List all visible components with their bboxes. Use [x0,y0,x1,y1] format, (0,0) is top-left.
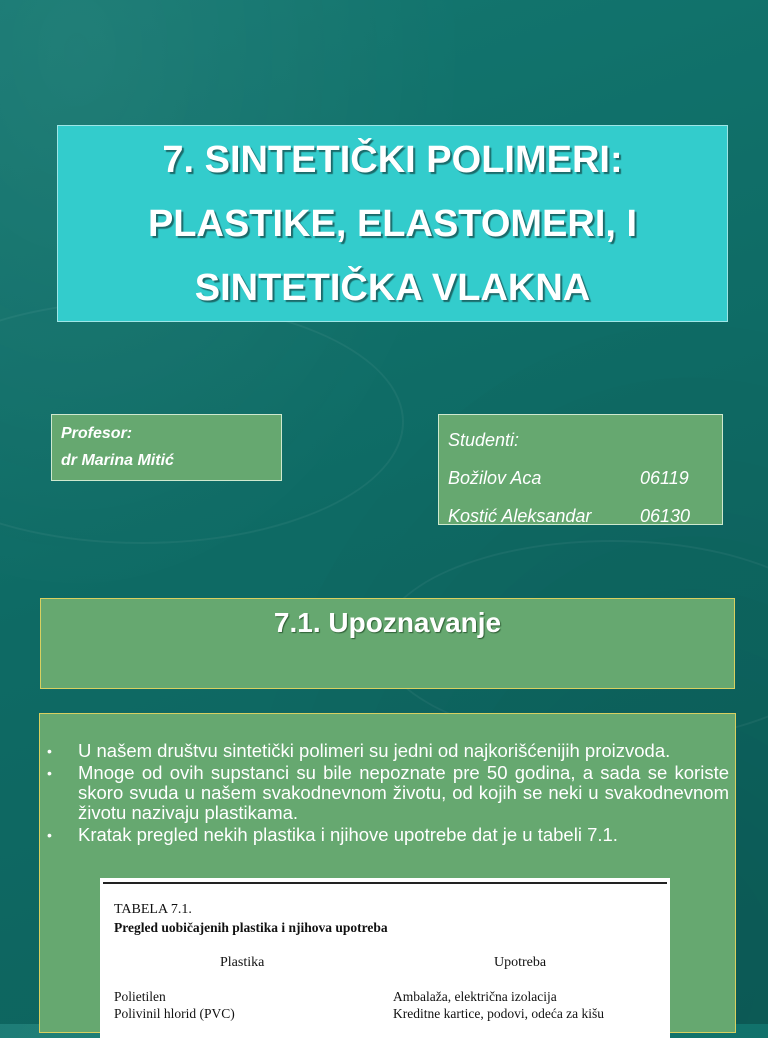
table-caption: TABELA 7.1. [114,902,192,917]
title-line: PLASTIKE, ELASTOMERI, I [147,202,638,245]
bullet-item [47,741,729,761]
table-subtitle: Pregled uobičajenih plastika i njihova upotreba [114,920,388,935]
table-image [100,878,670,1038]
bullet-dot-icon: • [47,765,52,781]
table-top-rule [103,882,667,884]
student-id: 06130 [640,506,691,526]
bullet-item [47,763,729,823]
title-line: 7. SINTETIČKI POLIMERI: [162,138,623,181]
table-cell: Ambalaža, električna izolacija [393,989,557,1004]
table-header-plastika: Plastika [220,955,265,970]
section-title-box [40,598,735,689]
table-cell: Polivinil hlorid (PVC) [114,1006,235,1021]
student-row [448,459,713,497]
professor-name: dr Marina Mitić [61,452,174,469]
student-row [448,497,713,535]
table-cell: Polietilen [114,989,166,1004]
table-cell: Kreditne kartice, podovi, odeća za kišu [393,1006,605,1021]
bullet-text: Kratak pregled nekih plastika i njihove upotrebe dat je u tabeli 7.1. [78,824,618,845]
bullet-text: U našem društvu sintetički polimeri su jedni od najkorišćenijih proizvoda. [78,740,671,761]
professor-box [51,414,282,481]
student-name: Božilov Aca [448,468,542,488]
section-title: 7.1. Upoznavanje [273,607,502,638]
bullet-item [47,825,729,845]
students-label: Studenti: [448,430,520,450]
professor-label: Profesor: [61,425,133,442]
student-name: Kostić Aleksandar [448,506,592,526]
title-box [57,125,728,322]
title-line: SINTETIČKA VLAKNA [194,266,591,309]
student-id: 06119 [640,468,689,488]
bullet-text: Mnoge od ovih supstanci su bile nepoznate pre 50 godina, a sada se koriste skoro svuda u našem svakodnevnom životu, od kojih se neki u svakodnevnom životu nazivaju plastikama. [78,762,729,823]
bullet-list [47,741,729,847]
bullet-dot-icon: • [47,743,52,759]
students-box [438,414,723,525]
bullet-dot-icon: • [47,827,52,843]
table-header-upotreba: Upotreba [494,955,547,970]
